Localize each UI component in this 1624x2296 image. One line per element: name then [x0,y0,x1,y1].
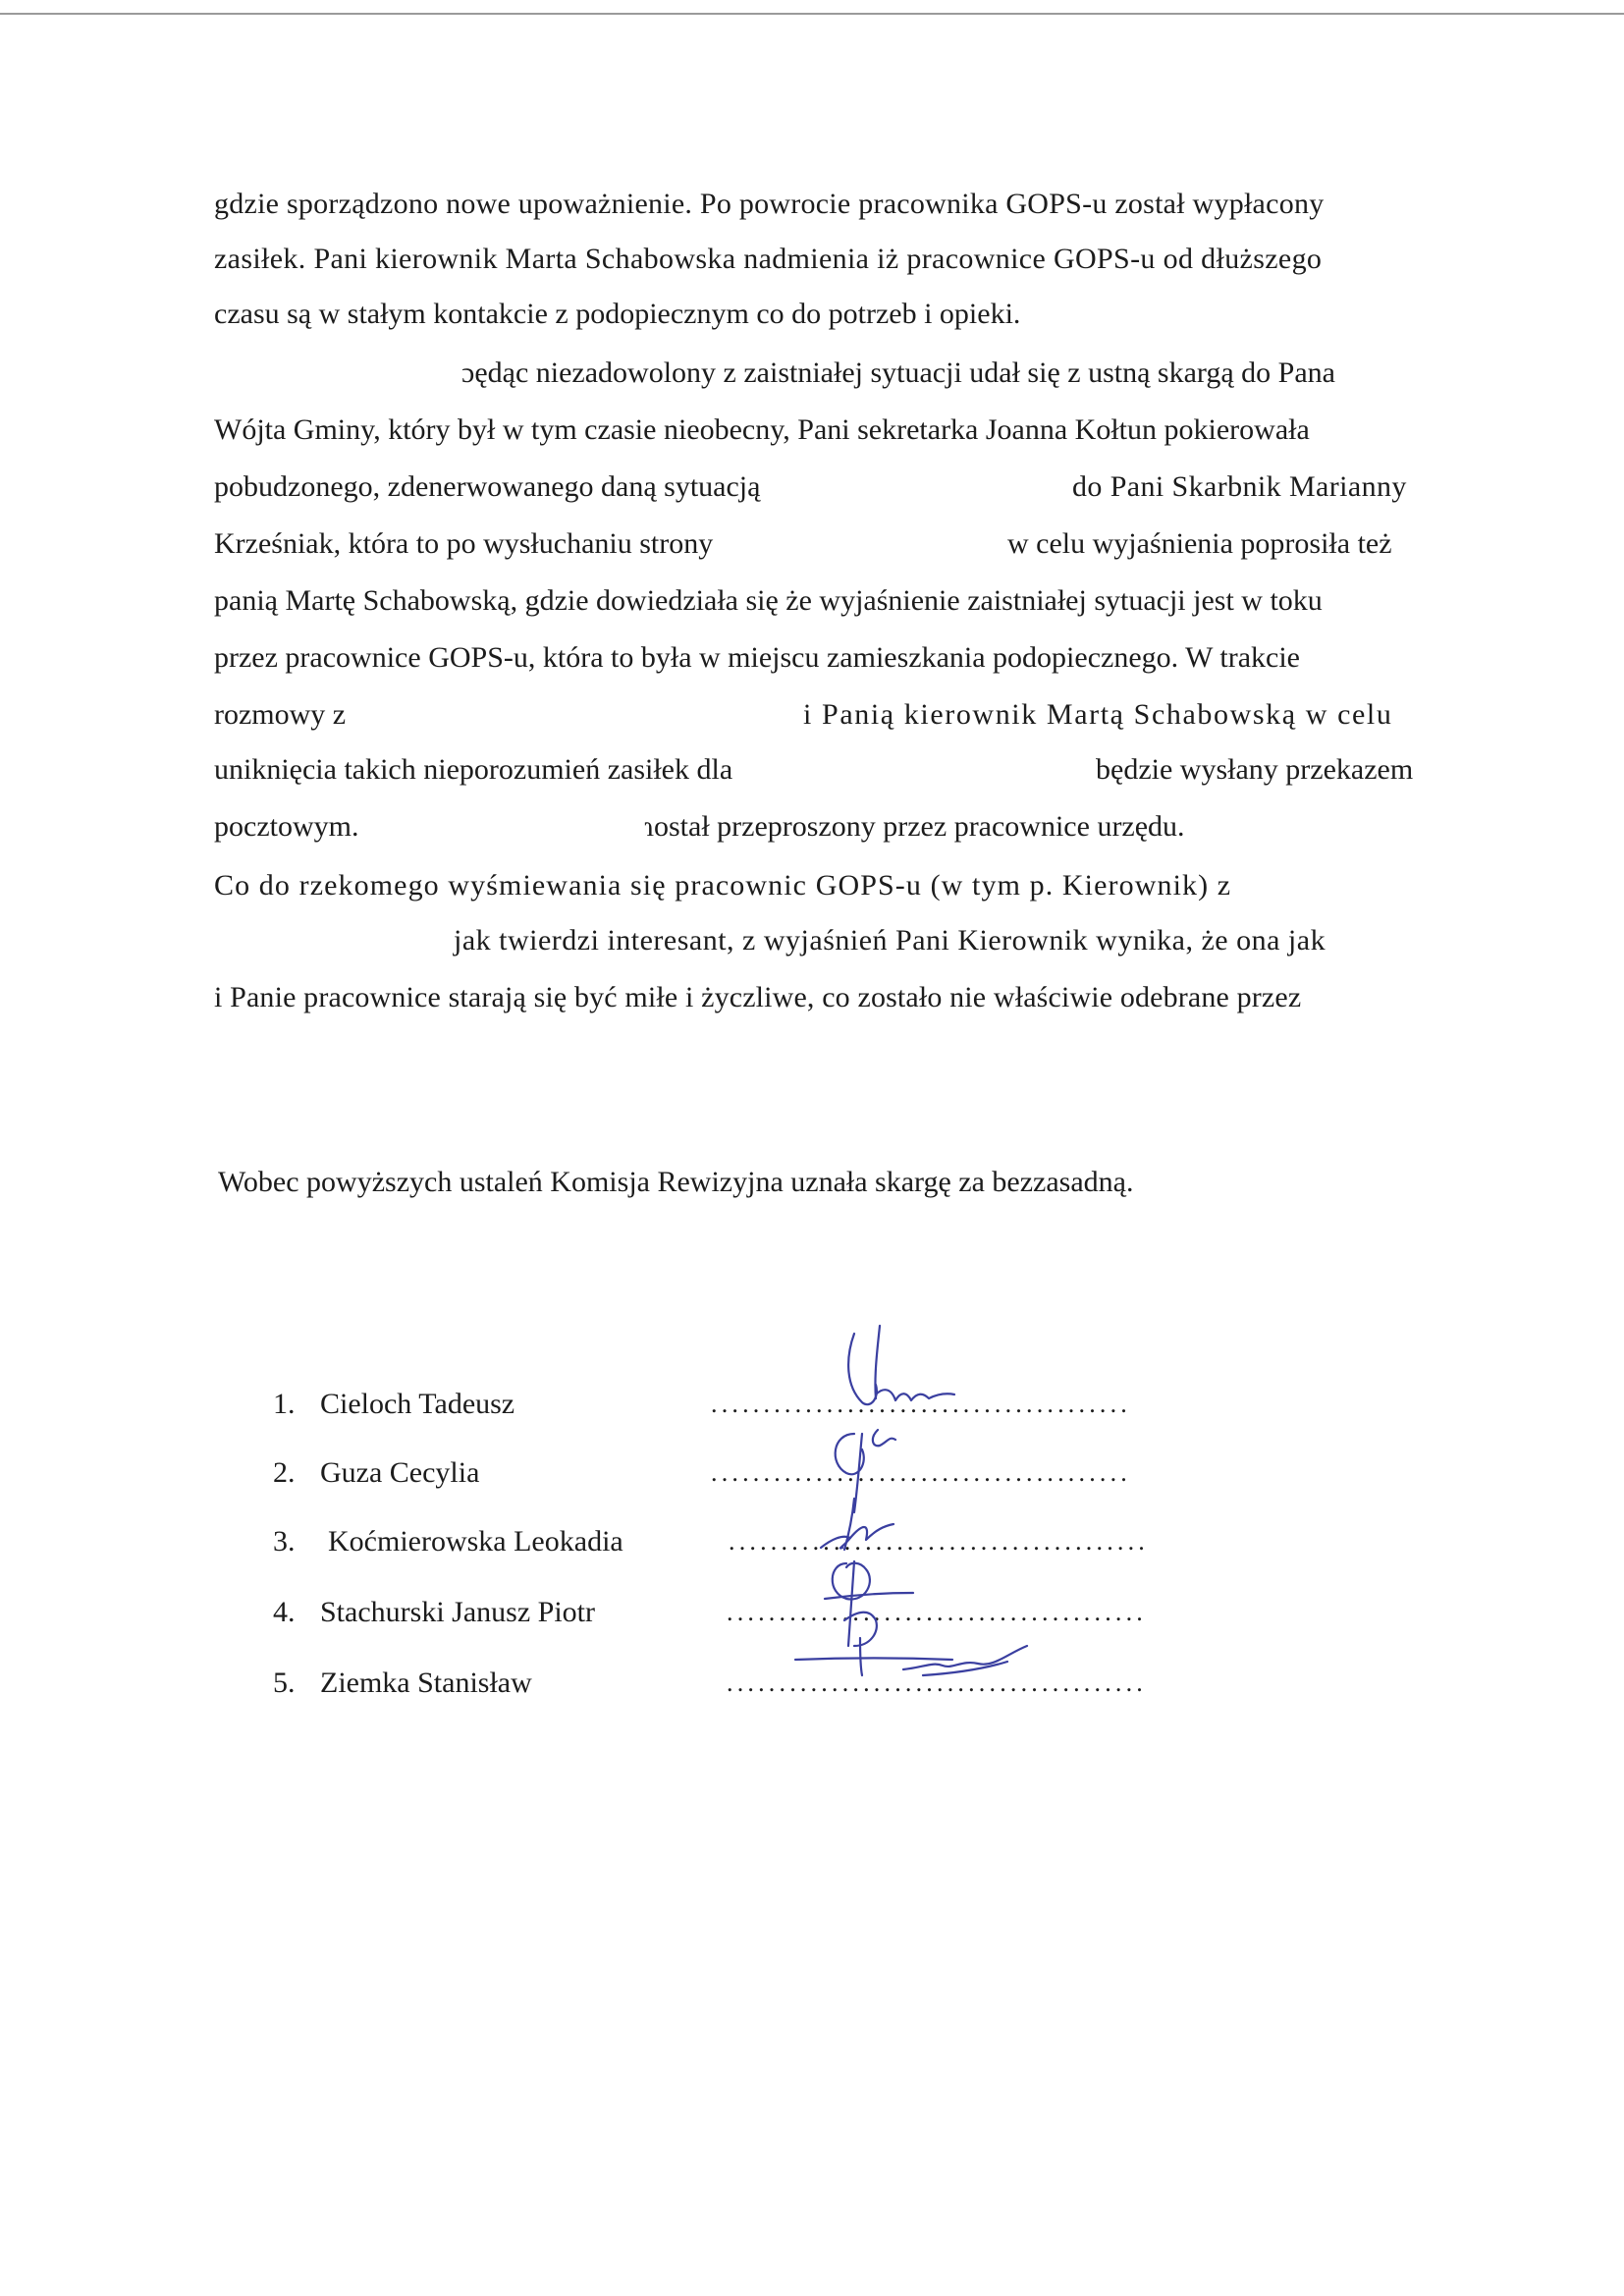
paragraph1-line3: czasu są w stałym kontakcie z podopiecznym co do potrzeb i opieki. [214,298,1021,330]
signatory-name: Cieloch Tadeusz [320,1388,515,1420]
signature-dotted-line: ........................................ [729,1527,1149,1556]
paragraph2-line1: ɔędąc niezadowolony z zaistniałej sytuacji udał się z ustną skargą do Pana [461,356,1335,389]
signatory-name: Ziemka Stanisław [320,1667,532,1699]
paragraph2-line8 [214,752,1453,788]
signature-dotted-line: ........................................ [727,1668,1147,1697]
signature-5-icon [860,1638,862,1675]
page-top-edge [0,13,1624,15]
signature-strokes [795,1326,1027,1675]
paragraph3-line2: jak twierdzi interesant, z wyjaśnień Pani Kierownik wynika, że ona jak [454,924,1326,957]
paragraph2-line5: panią Martę Schabowską, gdzie dowiedziała się że wyjaśnienie zaistniałej sytuacji jest w toku [214,584,1323,617]
paragraph3-line3: i Panie pracownice starają się być miłe i życzliwe, co zostało nie właściwie odebrane przez [214,981,1302,1013]
paragraph2-line2: Wójta Gminy, który był w tym czasie nieobecny, Pani sekretarka Joanna Kołtun pokierowała [214,413,1310,446]
paragraph2-line8-right: będzie wysłany przekazem [1096,753,1414,786]
paragraph1-line2: zasiłek. Pani kierownik Marta Schabowska nadmienia iż pracownice GOPS-u od dłuższego [214,243,1323,275]
signatory-number: 3. [273,1525,296,1558]
signature-1-icon [848,1334,877,1404]
signature-3-icon [844,1499,854,1550]
signature-1-icon [876,1390,954,1400]
paragraph2-line3-left: pobudzonego, zdenerwowanego daną sytuacją [214,470,761,503]
signature-5-icon [795,1659,952,1661]
signatory-name: Koćmierowska Leokadia [328,1525,623,1558]
paragraph2-line8-left: uniknięcia takich nieporozumień zasiłek dla [214,753,733,786]
paragraph2-line7 [214,697,1453,733]
signature-2-icon [873,1430,895,1446]
paragraph2-line7-right: i Panią kierownik Martą Schabowską w celu [803,698,1393,731]
signature-dotted-line: ........................................ [727,1598,1147,1626]
paragraph2-line3-right: do Pani Skarbnik Marianny [1072,470,1407,503]
signature-3-icon [850,1524,893,1540]
handwritten-signatures [785,1316,1139,1709]
paragraph2-line7-left: rozmowy z [214,698,347,731]
signatory-number: 4. [273,1596,296,1628]
signatory-name: Stachurski Janusz Piotr [320,1596,595,1628]
paragraph2-line9-right: ɿostał przeproszony przez pracownice urzędu. [644,810,1185,843]
paragraph2-line4-right: w celu wyjaśnienia poprosiła też [1007,527,1392,560]
signatory-number: 2. [273,1456,296,1489]
signature-dotted-line: ........................................ [711,1390,1131,1418]
paragraph3-line1: Co do rzekomego wyśmiewania się pracownic GOPS-u (w tym p. Kierownik) z [214,869,1232,902]
signatory-name: Guza Cecylia [320,1456,480,1489]
paragraph1-line1: gdzie sporządzono nowe upoważnienie. Po powrocie pracownika GOPS-u został wypłacony [214,188,1325,220]
paragraph2-line9-left: pocztowym. [214,810,359,843]
paragraph2-line4-left: Krześniak, która to po wysłuchaniu strony [214,527,714,560]
paragraph2-line3 [214,469,1453,505]
paragraph2-line4 [214,526,1453,562]
signature-4-icon [848,1561,854,1646]
signatory-number: 1. [273,1388,296,1420]
conclusion-text: Wobec powyższych ustaleń Komisja Rewizyjna uznała skargę za bezzasadną. [218,1166,1134,1198]
paragraph2-line9 [214,809,1453,845]
paragraph2-line6: przez pracownice GOPS-u, która to była w miejscu zamieszkania podopiecznego. W trakcie [214,641,1300,674]
signature-dotted-line: ........................................ [711,1458,1131,1487]
signatory-number: 5. [273,1667,296,1699]
